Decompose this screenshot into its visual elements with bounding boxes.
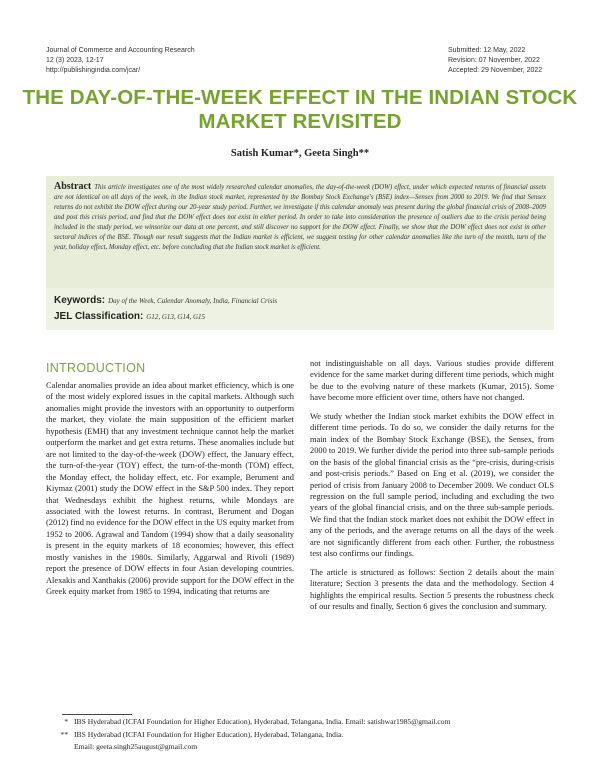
footnote-divider	[62, 714, 132, 715]
footnote-text: IBS Hyderabad (ICFAI Foundation for Higher Education), Hyderabad, Telangana, India.	[74, 729, 344, 739]
dates-header	[448, 46, 542, 76]
keywords-text: Day of the Week, Calendar Anomaly, India, Financial Crisis	[108, 297, 278, 305]
body-paragraph: Calendar anomalies provide an idea about market efficiency, which is one of the most widely explored issues in the capital markets. Although such anomalies might provide the investors with an opportunity to outperform the market, they violate the main supposition of the efficient market hypothesis (EMH) that any investment technique cannot help the market outperform the market and get extra returns. These anomalies include but are not limited to the day-of-the-week (DOW) effect, the January effect, the turn-of-the-year (TOY) effect, the turn-of-the-month (TOM) effect, the Monday effect, the holiday effect, etc. For example, Berument and Kiymaz (2001) study the DOW effect in the S&P 500 index. They report that Wednesdays exhibit the highest returns, while Mondays are associated with the lowest returns. In contrast, Berument and Dogan (2012) find no evidence for the DOW effect in the US equity market from 1952 to 2006. Agrawal and Tandom (1994) show that a daily seasonality is present in the equity markets of 18 economies; however, this effect mostly vanishes in the 1980s. Similarly, Aggarwal and Rivoli (1989) report the presence of DOW effects in four Asian developing countries. Alexakis and Xanthakis (2006) provide support for the DOW effect in the Greek equity market from 1985 to 1994, indicating that returns are	[46, 381, 294, 597]
body-paragraph: not indistinguishable on all days. Various studies provide different evidence for the same market during different time periods, which might be due to the evolving nature of these markets (Kumar, 2015). Some have become more efficient over time, others have not changed.	[310, 359, 554, 403]
keywords-box	[46, 288, 554, 330]
footnote-text: Email: geeta.singh25august@gmail.com	[74, 742, 198, 751]
paper-title: THE DAY-OF-THE-WEEK EFFECT IN THE INDIAN STOCK MARKET REVISITED	[22, 86, 578, 133]
submitted-date: Submitted: 12 May, 2022	[448, 47, 526, 54]
paper-authors: Satish Kumar*, Geeta Singh**	[230, 148, 370, 159]
body-paragraph: We study whether the Indian stock market exhibits the DOW effect in different time periods. To do so, we consider the daily returns for the main index of the Bombay Stock Exchange (BSE), the Sensex, from 2000 to 2019. We further divide the period into three sub-sample periods on the basis of the global financial crisis as the “pre-crisis, during-crisis and post-crisis periods.” Based on Eng et al. (2019), we consider the period of crisis from January 2008 to December 2009. We conduct OLS regression on the full sample period, including and excluding the two years of the global financial crisis, and on the three sub-sample periods. We find that the Indian stock market does not exhibit the DOW effect in any of the periods, and the average returns on all the days of the week are not significantly different from each other. Further, the robustness test also confirms our findings.	[310, 411, 554, 559]
footnote-mark: *	[64, 717, 68, 726]
jel-label: JEL Classification:	[54, 311, 144, 322]
footnote	[52, 729, 554, 742]
journal-name: Journal of Commerce and Accounting Research	[46, 47, 195, 54]
abstract-text: This article investigates one of the most widely researched calendar anomalies, the day-of-the-week (DOW) effect, under which expected returns of financial assets are not identical on all days of the week, in the Indian stock market, represented by the Bombay Stock Exchange's (BSE) index—Sensex from 2000 to 2019. We find that Sensex returns do not exhibit the DOW effect during our 20-year study period. Further, we investigate if this calendar anomaly was present during the global financial crisis of 2008–2009 and post this crisis period, and find that the DOW effect does not exist in either period. In order to take into consideration the presence of outliers due to the crisis period being included in the study period, we winsorize our data at one percent, and still discover no support for the DOW effect. Finally, we show that the DOW effect does not exist in other sectoral indices of the BSE. Though our result suggests that the Indian market is efficient, we suggest testing for other calendar anomalies like the turn of the month, turn of the year, holiday effect, Monday effect, etc. before concluding that the Indian stock market is efficient.	[54, 184, 546, 251]
footnote-mark: **	[60, 729, 68, 739]
footnote	[52, 741, 554, 754]
journal-header	[46, 46, 195, 76]
keywords-line	[54, 293, 546, 309]
keywords-label: Keywords:	[54, 295, 106, 306]
abstract-label: Abstract	[54, 181, 92, 192]
right-column	[310, 358, 554, 620]
footnote	[52, 716, 554, 729]
journal-url[interactable]: http://publishingindia.com/jcar/	[46, 67, 141, 74]
footnote-text: IBS Hyderabad (ICFAI Foundation for Higher Education), Hyderabad, Telangana, India. Email: satishwar1985@gmail.com	[74, 717, 451, 726]
left-column	[46, 380, 294, 605]
footnote-mark	[52, 741, 68, 754]
journal-volume: 12 (3) 2023, 12-17	[46, 57, 104, 64]
revision-date: Revision: 07 November, 2022	[448, 57, 540, 64]
footnotes	[52, 716, 554, 754]
jel-text: G12, G13, G14, G15	[146, 313, 206, 321]
abstract-box	[46, 176, 554, 288]
body-paragraph: The article is structured as follows: Section 2 details about the main literature; Section 3 presents the data and the methodology. Section 4 highlights the empirical results. Section 5 presents the robustness check of our results and finally, Section 6 gives the conclusion and summary.	[310, 567, 554, 612]
introduction-heading: INTRODUCTION	[46, 361, 146, 375]
jel-line	[54, 309, 546, 325]
abstract-paragraph	[54, 182, 546, 253]
accepted-date: Accepted: 29 November, 2022	[448, 67, 543, 74]
